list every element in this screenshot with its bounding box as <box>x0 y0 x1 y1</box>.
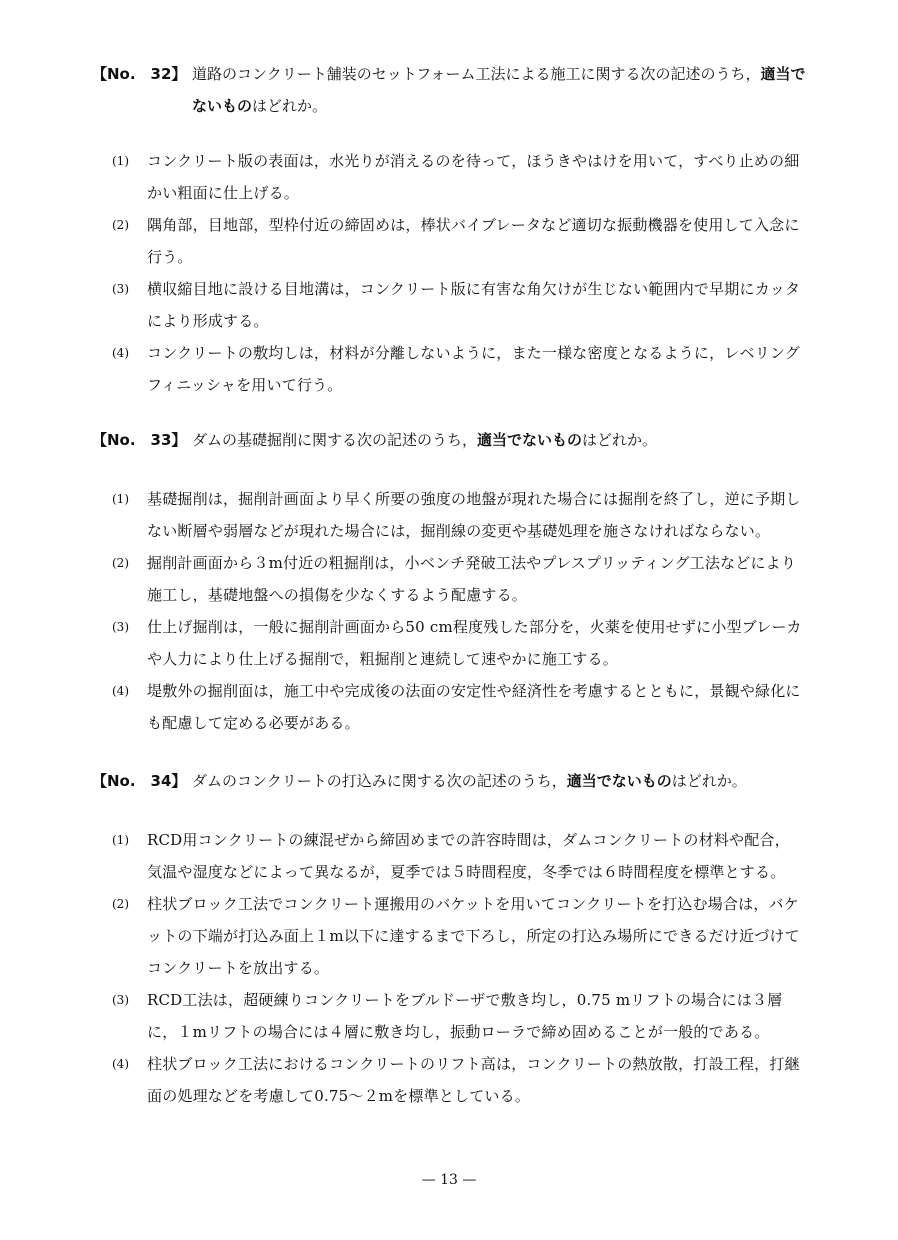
question-text: ダムの基礎掘削に関する次の記述のうち，適当でないものはどれか。 <box>192 431 658 449</box>
option-text: RCD用コンクリートの練混ぜから締固めまでの許容時間は，ダムコンクリートの材料や配合，気温や湿度などによって異なるが，夏季では５時間程度，冬季では６時間程度を標準とする。 <box>147 831 790 881</box>
option-label: (3) <box>112 993 129 1007</box>
option-label: (3) <box>112 620 129 634</box>
option-item <box>0 273 898 337</box>
option-item <box>0 547 898 611</box>
option-item <box>0 888 898 984</box>
question-header <box>0 424 898 456</box>
question-32 <box>0 58 898 115</box>
option-text: 柱状ブロック工法でコンクリート運搬用のバケットを用いてコンクリートを打込む場合は，バケットの下端が打込み面上１m以下に達するまで下ろし，所定の打込み場所にできるだけ近づけてコンクリートを放出する。 <box>147 895 800 977</box>
option-text: 横収縮目地に設ける目地溝は，コンクリート版に有害な角欠けが生じない範囲内で早期にカッタにより形成する。 <box>147 280 801 330</box>
option-item <box>0 1048 898 1112</box>
question-number: 【No. 34】 <box>92 772 187 790</box>
emphasis-text: 適当でないもの <box>477 431 583 449</box>
question-text: 道路のコンクリート舗装のセットフォーム工法による施工に関する次の記述のうち，適当でないものはどれか。 <box>192 65 806 115</box>
option-text: コンクリートの敷均しは，材料が分離しないように，また一様な密度となるように，レベリングフィニッシャを用いて行う。 <box>147 344 801 394</box>
option-label: (2) <box>112 556 129 570</box>
question-header <box>0 765 898 797</box>
option-item <box>0 337 898 401</box>
option-text: 基礎掘削は，掘削計画面より早く所要の強度の地盤が現れた場合には掘削を終了し，逆に予期しない断層や弱層などが現れた場合には，掘削線の変更や基礎処理を施さなければならない。 <box>147 490 801 540</box>
option-item <box>0 209 898 273</box>
option-text: 掘削計画面から３m付近の粗掘削は，小ベンチ発破工法やプレスプリッティング工法などにより施工し，基礎地盤への損傷を少なくするよう配慮する。 <box>147 554 797 604</box>
options-33 <box>0 483 898 739</box>
options-34 <box>0 824 898 1112</box>
option-label: (4) <box>112 346 129 360</box>
option-text: 柱状ブロック工法におけるコンクリートのリフト高は，コンクリートの熱放散，打設工程，打継面の処理などを考慮して0.75〜２mを標準としている。 <box>147 1055 800 1105</box>
question-number: 【No. 32】 <box>92 65 187 83</box>
question-number: 【No. 33】 <box>92 431 187 449</box>
options-32 <box>0 145 898 401</box>
option-text: 仕上げ掘削は，一般に掘削計画面から50 cm程度残した部分を，火薬を使用せずに小型ブレーカや人力により仕上げる掘削で，粗掘削と連続して速やかに施工する。 <box>147 618 802 668</box>
option-label: (4) <box>112 1057 129 1071</box>
option-text: コンクリート版の表面は，水光りが消えるのを待って，ほうきやはけを用いて，すべり止めの細かい粗面に仕上げる。 <box>147 152 800 202</box>
option-label: (4) <box>112 684 129 698</box>
option-label: (2) <box>112 897 129 911</box>
option-item <box>0 483 898 547</box>
option-label: (3) <box>112 282 129 296</box>
option-item <box>0 984 898 1048</box>
question-33 <box>0 424 898 456</box>
option-item <box>0 145 898 209</box>
option-label: (1) <box>112 492 129 506</box>
option-text: RCD工法は，超硬練りコンクリートをブルドーザで敷き均し，0.75 mリフトの場合には３層に，１mリフトの場合には４層に敷き均し，振動ローラで締め固めることが一般的である。 <box>147 991 783 1041</box>
question-text: ダムのコンクリートの打込みに関する次の記述のうち，適当でないものはどれか。 <box>192 772 747 790</box>
option-label: (1) <box>112 833 129 847</box>
question-header <box>0 58 898 115</box>
option-label: (2) <box>112 218 129 232</box>
option-item <box>0 675 898 739</box>
option-label: (1) <box>112 154 129 168</box>
page-number: — 13 — <box>421 1172 477 1188</box>
emphasis-text: 適当でないもの <box>566 772 672 790</box>
option-item <box>0 824 898 888</box>
option-text: 隅角部，目地部，型枠付近の締固めは，棒状バイブレータなど適切な振動機器を使用して入念に行う。 <box>147 216 800 266</box>
emphasis-text: 適当でないもの <box>192 65 806 115</box>
option-item <box>0 611 898 675</box>
question-34 <box>0 765 898 797</box>
option-text: 堤敷外の掘削面は，施工中や完成後の法面の安定性や経済性を考慮するとともに，景観や緑化にも配慮して定める必要がある。 <box>147 682 801 732</box>
